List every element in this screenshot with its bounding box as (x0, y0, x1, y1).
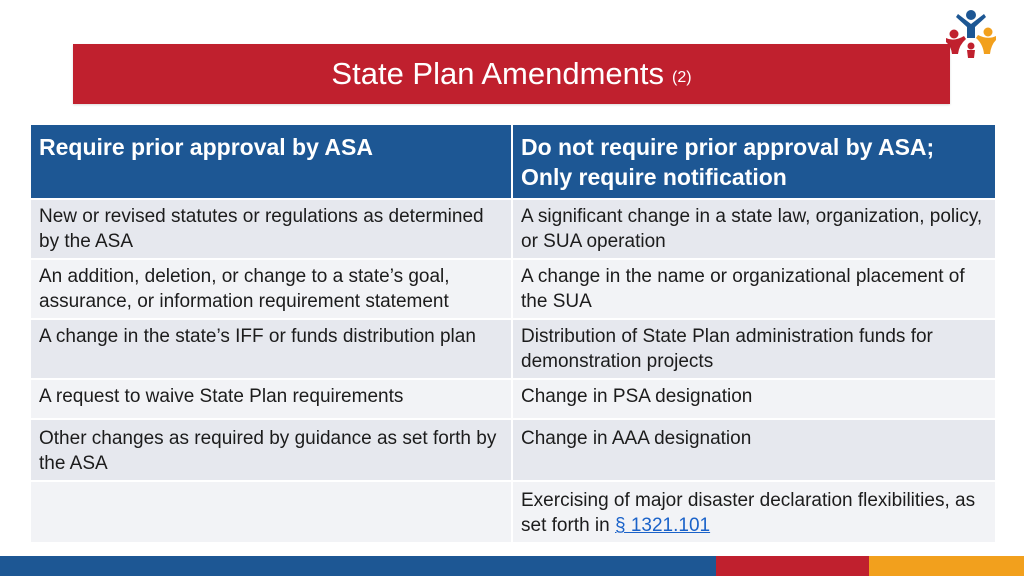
table-cell-left: An addition, deletion, or change to a state’s goal, assurance, or information requirement statement (30, 259, 512, 319)
table-cell-left: Other changes as required by guidance as set forth by the ASA (30, 419, 512, 481)
table-cell-right: Change in AAA designation (512, 419, 996, 481)
table-row (30, 419, 996, 481)
table-row (30, 259, 996, 319)
footer-segment-blue (0, 556, 716, 576)
footer-color-bar (0, 556, 1024, 576)
table-cell-left: A request to waive State Plan requirements (30, 379, 512, 419)
table-cell-left: New or revised statutes or regulations as determined by the ASA (30, 199, 512, 259)
table-cell-left: A change in the state’s IFF or funds distribution plan (30, 319, 512, 379)
table-row (30, 319, 996, 379)
table-cell-right: A change in the name or organizational placement of the SUA (512, 259, 996, 319)
table-row (30, 199, 996, 259)
footer-segment-red (716, 556, 869, 576)
table-cell-right: Change in PSA designation (512, 379, 996, 419)
table-row (30, 379, 996, 419)
table-row (30, 481, 996, 543)
page-title-part-number: (2) (672, 69, 692, 86)
footer-segment-orange (869, 556, 1024, 576)
table-cell-right (512, 481, 996, 543)
cell-text: Exercising of major disaster declaration flexibilities, as set forth in (521, 490, 976, 536)
title-banner (73, 44, 950, 104)
organization-logo-icon (944, 8, 998, 58)
table-cell-left-empty (30, 481, 512, 543)
regulation-section-link[interactable]: § 1321.101 (615, 515, 711, 536)
table-cell-right: Distribution of State Plan administration funds for demonstration projects (512, 319, 996, 379)
header-prior-approval: Require prior approval by ASA (30, 124, 512, 199)
table-header-row (30, 124, 996, 199)
amendments-table (29, 123, 997, 544)
page-title: State Plan Amendments (331, 56, 665, 91)
header-notification-only: Do not require prior approval by ASA; Only require notification (512, 124, 996, 199)
table-cell-right: A significant change in a state law, organization, policy, or SUA operation (512, 199, 996, 259)
